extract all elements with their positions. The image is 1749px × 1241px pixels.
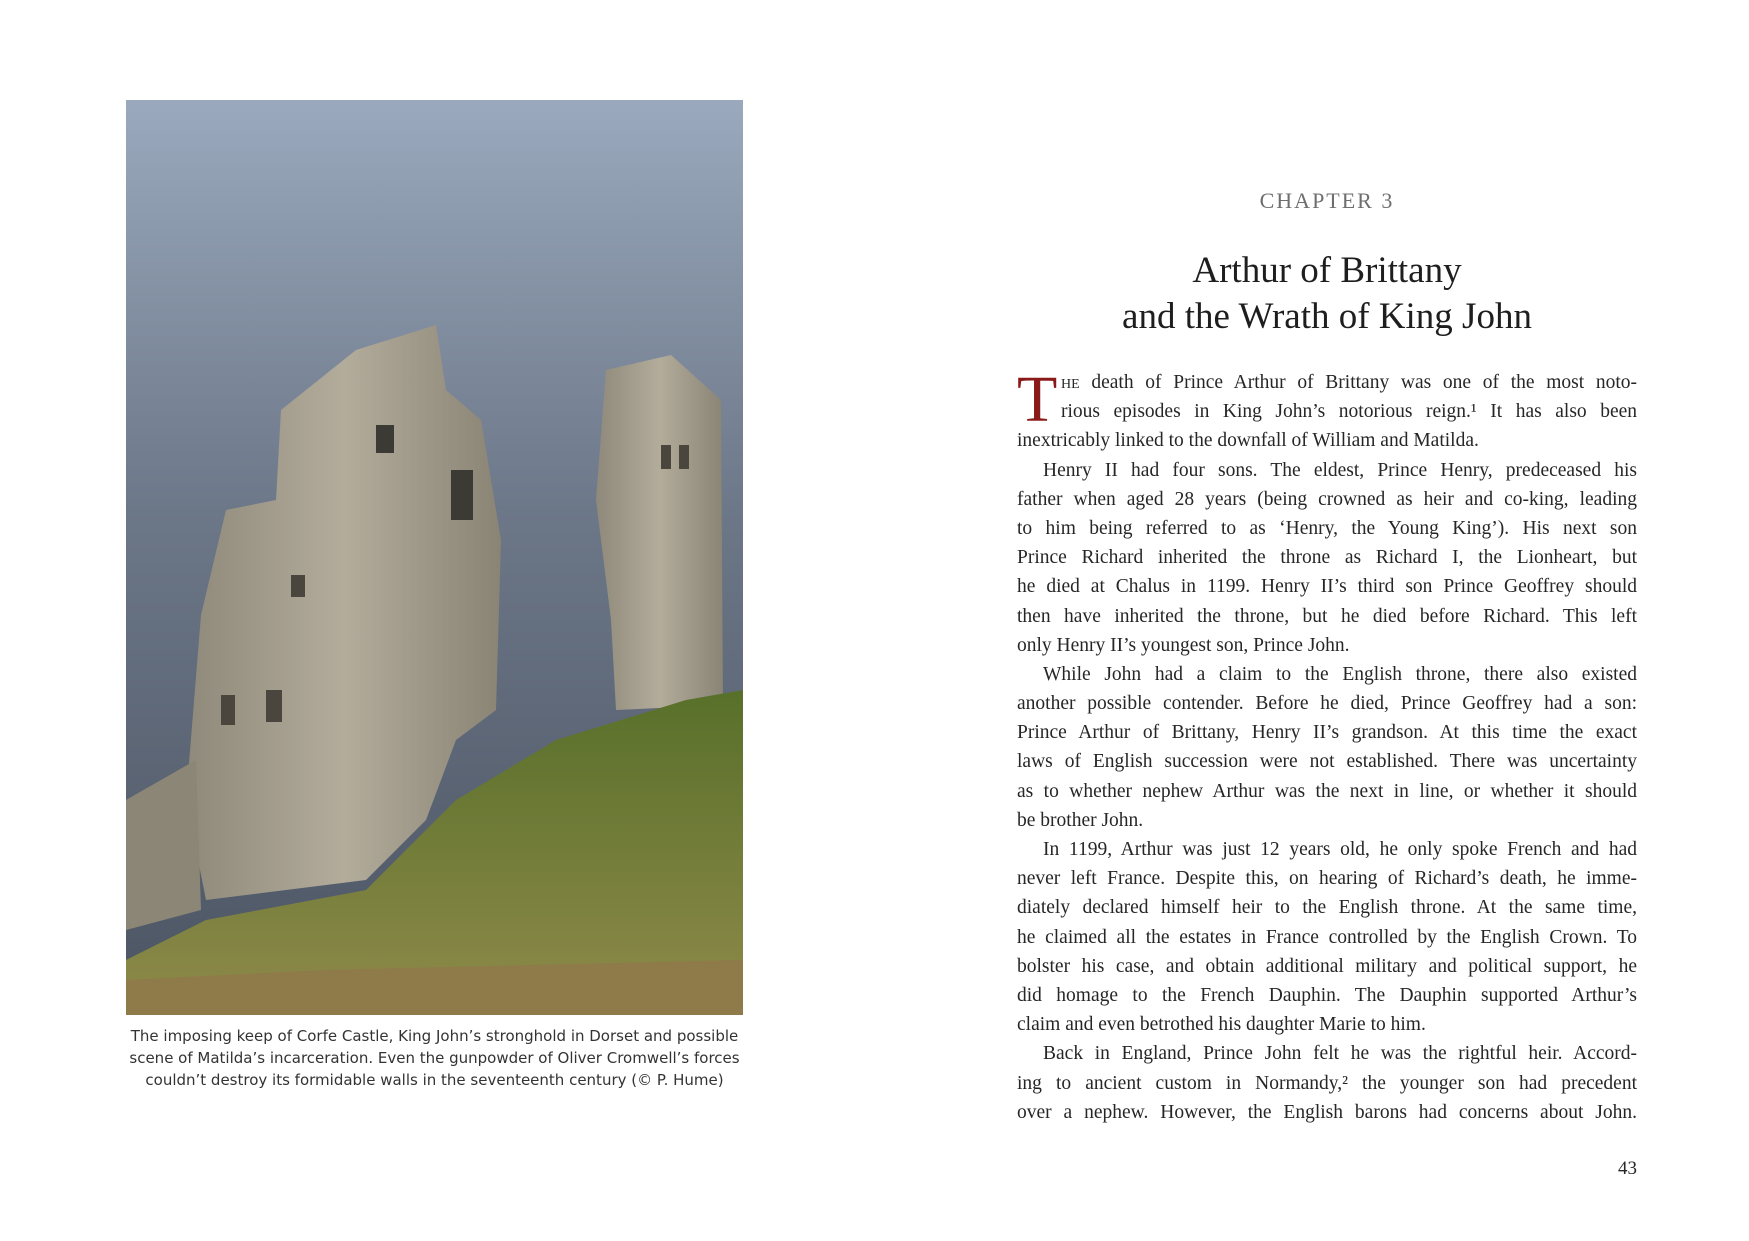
paragraph-2-line-4: Prince Richard inherited the throne as Richard I, the Lionheart, but: [1017, 547, 1637, 569]
paragraph-2-line-1: Henry II had four sons. The eldest, Prince Henry, predeceased his: [1043, 459, 1637, 481]
caption-line-3: couldn’t destroy its formidable walls in the seventeenth century (© P. Hume): [145, 1071, 724, 1089]
paragraph-1-line-1: [1017, 368, 1637, 397]
paragraph-5-line-2: ing to ancient custom in Normandy,² the younger son had precedent: [1017, 1072, 1637, 1094]
paragraph-4-line-1: In 1199, Arthur was just 12 years old, he only spoke French and had: [1043, 839, 1637, 860]
paragraph-3-line-3: Prince Arthur of Brittany, Henry II’s grandson. At this time the exact: [1017, 722, 1637, 744]
paragraph-4-line-5: bolster his case, and obtain additional military and political support, he: [1017, 955, 1637, 977]
paragraph-3-line-5: as to whether nephew Arthur was the next in line, or whether it should: [1017, 780, 1637, 802]
paragraph-1-line-3: inextricably linked to the downfall of William and Matilda.: [1017, 430, 1479, 452]
castle-photo: [126, 100, 743, 1015]
page-number: 43: [1618, 1158, 1637, 1179]
drop-cap: T: [1017, 363, 1058, 436]
paragraph-4-line-7: claim and even betrothed his daughter Marie to him.: [1017, 1014, 1426, 1036]
paragraph-1-line-1-text: death of Prince Arthur of Brittany was one of the most noto-: [1079, 372, 1637, 393]
paragraph-3-line-1: While John had a claim to the English throne, there also existed: [1043, 663, 1637, 685]
chapter-title-line-2: and the Wrath of King John: [1122, 296, 1532, 337]
paragraph-2-line-2: father when aged 28 years (being crowned as heir and co-king, leading: [1017, 488, 1637, 510]
paragraph-2-line-6: then have inherited the throne, but he died before Richard. This left: [1017, 605, 1637, 627]
paragraph-3-line-6: be brother John.: [1017, 809, 1144, 831]
chapter-title: [1017, 248, 1637, 340]
paragraph-1-line-2: rious episodes in King John’s notorious reign.¹ It has also been: [1061, 401, 1637, 423]
corfe-castle-illustration: [126, 100, 743, 1015]
paragraph-3-line-2: another possible contender. Before he died, Prince Geoffrey had a son:: [1017, 693, 1637, 715]
paragraph-2-line-3: to him being referred to as ‘Henry, the Young King’). His next son: [1017, 517, 1637, 539]
photo-caption: [120, 1025, 749, 1091]
paragraph-4-line-3: diately declared himself heir to the English throne. At the same time,: [1017, 897, 1637, 919]
caption-line-1: The imposing keep of Corfe Castle, King John’s stronghold in Dorset and possible: [130, 1027, 739, 1045]
paragraph-4-line-2: never left France. Despite this, on hearing of Richard’s death, he imme-: [1017, 868, 1637, 890]
small-caps-opening: he: [1061, 372, 1080, 393]
paragraph-3-line-4: laws of English succession were not established. There was uncertainty: [1017, 751, 1637, 773]
chapter-body: [1017, 363, 1637, 1127]
paragraph-5-line-1: Back in England, Prince John felt he was the rightful heir. Accord-: [1043, 1043, 1637, 1065]
chapter-title-line-1: Arthur of Brittany: [1192, 250, 1462, 291]
paragraph-2-line-7: only Henry II’s youngest son, Prince John.: [1017, 634, 1350, 656]
paragraph-5-line-3: over a nephew. However, the English barons had concerns about John.: [1017, 1101, 1637, 1123]
paragraph-4-line-4: he claimed all the estates in France controlled by the English Crown. To: [1017, 926, 1637, 948]
chapter-label: CHAPTER 3: [1259, 188, 1395, 213]
paragraph-2-line-5: he died at Chalus in 1199. Henry II’s third son Prince Geoffrey should: [1017, 576, 1637, 598]
paragraph-4-line-6: did homage to the French Dauphin. The Dauphin supported Arthur’s: [1017, 984, 1637, 1006]
caption-line-2: scene of Matilda’s incarceration. Even the gunpowder of Oliver Cromwell’s forces: [129, 1049, 740, 1067]
